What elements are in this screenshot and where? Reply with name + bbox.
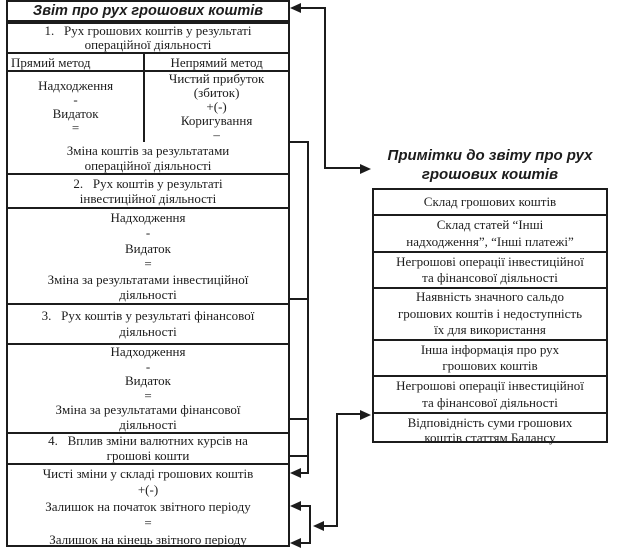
text-line: - xyxy=(145,225,151,240)
text-line: діяльності xyxy=(119,324,177,339)
report-title-box xyxy=(6,0,290,22)
text-line: – xyxy=(213,127,220,142)
text-line: грошові кошти xyxy=(106,447,190,463)
text-line: Склад грошових коштів xyxy=(423,193,557,209)
text-line: 2. Рух коштів у результаті xyxy=(73,176,223,191)
text-line: +(-) xyxy=(206,99,227,114)
text-line: Залишок на кінець звітного періоду xyxy=(49,531,247,547)
indirect-method-cell xyxy=(145,72,288,142)
arrow-left-icon xyxy=(290,538,301,548)
operating-result-row xyxy=(8,142,288,175)
text-line: = xyxy=(71,120,80,135)
text-line: Видаток xyxy=(52,106,99,121)
connector-line xyxy=(289,455,309,457)
method-body-row xyxy=(8,72,288,142)
text-line: = xyxy=(144,256,152,271)
text-line: Відповідність суми грошових xyxy=(407,414,573,430)
connector-line xyxy=(300,542,311,544)
text-line: 3. Рух коштів у результаті фінансової xyxy=(41,308,255,323)
text-line: - xyxy=(145,358,151,374)
indirect-method-label: Непрямий метод xyxy=(170,54,263,70)
direct-method-label: Прямий метод xyxy=(11,54,91,70)
connector-line xyxy=(289,298,309,300)
text-line: операційної діяльності xyxy=(84,37,212,52)
financing-body-row xyxy=(8,345,288,434)
text-line: Інша інформація про рух xyxy=(420,341,560,357)
text-line: - xyxy=(73,92,78,107)
note-item-noncash-operations-1 xyxy=(374,253,606,289)
text-line: Негрошові операції інвестиційної xyxy=(396,253,584,269)
text-line: коштів статтям Балансу xyxy=(424,429,556,445)
connector-line xyxy=(324,7,326,169)
note-item-other-articles xyxy=(374,216,606,253)
arrow-right-icon xyxy=(360,164,371,174)
text-line: Зміна за результатами фінансової xyxy=(55,402,241,417)
arrow-right-icon xyxy=(360,410,371,420)
text-line: грошових коштів і недоступність xyxy=(397,305,583,321)
text-line: Надходження xyxy=(38,78,114,93)
method-header-row xyxy=(8,54,288,72)
report-title: Звіт про рух грошових коштів xyxy=(32,3,264,19)
section-3-header xyxy=(8,305,288,345)
note-item-cash-composition xyxy=(374,190,606,216)
note-item-other-information xyxy=(374,341,606,377)
text-line: Склад статей “Інші xyxy=(436,217,544,232)
text-line: = xyxy=(144,387,152,403)
text-line: Надходження xyxy=(110,345,186,359)
connector-line xyxy=(336,413,338,527)
note-item-noncash-operations-2 xyxy=(374,377,606,414)
connector-line xyxy=(299,7,326,9)
connector-line xyxy=(324,167,362,169)
connector-line xyxy=(289,141,309,143)
text-line: Зміна коштів за результатами xyxy=(66,142,230,158)
direct-method-header xyxy=(8,54,145,70)
text-line: 4. Вплив зміни валютних курсів на xyxy=(48,434,248,448)
section-4-header xyxy=(8,434,288,465)
notes-title xyxy=(372,146,608,184)
text-line: грошових коштів xyxy=(421,166,559,183)
connector-line xyxy=(289,418,309,420)
text-line: інвестиційної діяльності xyxy=(79,191,217,206)
text-line: Наявність значного сальдо xyxy=(416,289,564,305)
text-line: їх для використання xyxy=(434,322,546,338)
net-changes-row xyxy=(8,465,288,549)
text-line: Коригування xyxy=(180,113,253,128)
text-line: Зміна за результатами інвестиційної xyxy=(47,271,249,287)
notes-table xyxy=(372,188,608,443)
section-2-header xyxy=(8,175,288,209)
text-line: операційної діяльності xyxy=(84,157,212,173)
text-line: 1. Рух грошових коштів у результаті xyxy=(44,24,252,38)
text-line: та фінансової діяльності xyxy=(422,394,558,410)
note-item-significant-balance xyxy=(374,289,606,341)
report-table xyxy=(6,22,290,547)
arrow-left-icon xyxy=(290,468,301,478)
investing-body-row xyxy=(8,209,288,305)
text-line: Негрошові операції інвестиційної xyxy=(396,378,584,393)
text-line: Видаток xyxy=(124,240,171,256)
text-line: надходження”, “Інші платежі” xyxy=(406,233,574,249)
text-line: Залишок на початок звітного періоду xyxy=(45,498,251,514)
text-line: Чистий прибуток xyxy=(168,72,265,86)
text-line: Чисті зміни у складі грошових коштів xyxy=(42,465,254,481)
indirect-method-header xyxy=(145,54,288,70)
connector-line xyxy=(309,505,311,544)
text-line: діяльності xyxy=(119,287,177,302)
direct-method-cell xyxy=(8,72,145,142)
text-line: +(-) xyxy=(137,482,159,498)
text-line: (збиток) xyxy=(193,85,240,100)
section-1-header xyxy=(8,24,288,54)
text-line: грошових коштів xyxy=(442,358,538,373)
text-line: Примітки до звіту про рух xyxy=(387,147,593,164)
connector-line xyxy=(336,413,362,415)
text-line: діяльності xyxy=(119,416,177,432)
connector-line xyxy=(300,472,309,474)
note-item-balance-correspondence xyxy=(374,414,606,445)
text-line: та фінансової діяльності xyxy=(422,270,558,285)
text-line: = xyxy=(144,515,152,531)
text-line: Надходження xyxy=(110,209,186,225)
connector-line xyxy=(307,141,309,474)
text-line: Видаток xyxy=(124,373,171,388)
